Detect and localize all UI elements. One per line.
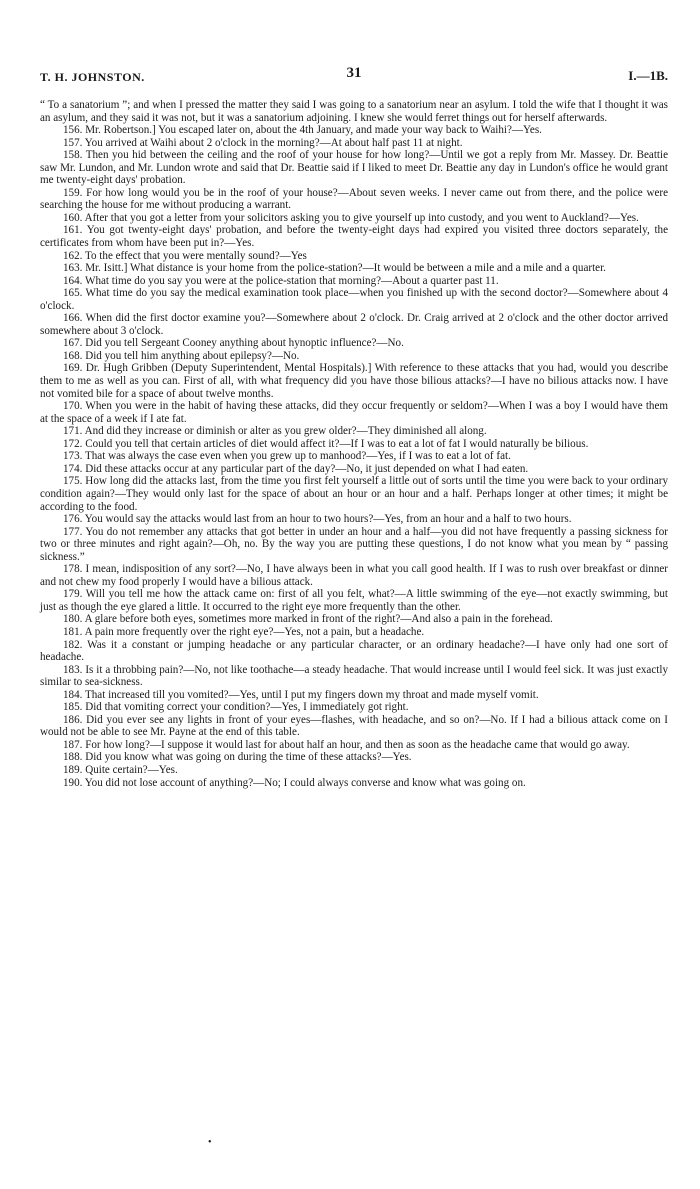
paragraph: 179. Will you tell me how the attack came on: first of all you felt, what?—A little swimming of the eye—not exactly swimming, but just as though the eye glared a little. It occurred to the right eye more frequently than the other. [40, 588, 668, 613]
paragraph: 165. What time do you say the medical examination took place—when you finished up with the second doctor?—Somewhere about 4 o'clock. [40, 287, 668, 312]
page-number: 31 [346, 65, 362, 81]
paragraph: 167. Did you tell Sergeant Cooney anything about hynoptic influence?—No. [63, 337, 404, 350]
paragraph: 190. You did not lose account of anything?—No; I could always converse and know what was going on. [63, 776, 526, 789]
paragraph: 183. Is it a throbbing pain?—No, not like toothache—a steady headache. That would increase until I would feel sick. It was just exactly similar to sea-sickness. [40, 663, 668, 689]
paragraph: 187. For how long?—I suppose it would last for about half an hour, and then as soon as the headache came that would go away. [63, 738, 630, 751]
paragraph: 186. Did you ever see any lights in front of your eyes—flashes, with headache, and so on?—No. If I had a bilious attack come on I would not be able to see Mr. Payne at the end of this table. [40, 713, 668, 739]
paragraph: 175. How long did the attacks last, from the time you first felt yourself a little out of sorts until the time you were back to your ordinary condition again?—They would only last for the space of about an hour or an hour and a half. Perhaps longer at other times; it might be according to the food. [40, 475, 668, 513]
paragraph: 159. For how long would you be in the roof of your house?—About seven weeks. I never came out from there, and the police were searching the house for me without producing a warrant. [40, 186, 668, 212]
paragraph: 181. A pain more frequently over the right eye?—Yes, not a pain, but a headache. [63, 625, 425, 638]
paragraph: “ To a sanatorium ”; and when I pressed the matter they said I was going to a sanatorium near an asylum. I told the wife that I thought it was an asylum, and they said it was not, but it was a sanatorium adjoining. I knew she would ferret things out for herself afterwards. [40, 99, 668, 124]
paragraph: 164. What time do you say you were at the police-station that morning?—About a quarter past 11. [63, 274, 499, 287]
testimony-text [40, 99, 668, 789]
paragraph: 160. After that you got a letter from your solicitors asking you to give yourself up into custody, and you went to Auckland?—Yes. [63, 211, 639, 224]
paragraph: 178. I mean, indisposition of any sort?—No, I have always been in what you call good health. If I was to rush over breakfast or dinner and not chew my food properly I would have a bilious attack. [40, 563, 668, 588]
paragraph: 163. Mr. Isitt.] What distance is your home from the police-station?—It would be between a mile and a mile and a quarter. [63, 262, 606, 275]
paragraph: 185. Did that vomiting correct your condition?—Yes, I immediately got right. [63, 701, 409, 714]
paragraph: 171. And did they increase or diminish or alter as you grew older?—They diminished all along. [63, 425, 487, 438]
paragraph: 168. Did you tell him anything about epilepsy?—No. [63, 349, 300, 362]
print-mark: • [208, 1137, 212, 1148]
paragraph: 161. You got twenty-eight days' probation, and before the twenty-eight days had expired you visited three doctors separately, the certificates from whom have been put in?—Yes. [40, 224, 668, 250]
paragraph: 169. Dr. Hugh Gribben (Deputy Superintendent, Mental Hospitals).] With reference to these attacks that you had, would you describe them to me as well as you can. First of all, with what frequency did you have those bilious attacks?—I have no bilious attacks now. I have not vomited bile for a space of about twelve months. [40, 362, 668, 400]
paragraph: 158. Then you hid between the ceiling and the roof of your house for how long?—Until we got a reply from Mr. Massey. Dr. Beattie saw Mr. Lundon, and Mr. Lundon wrote and said that Dr. Beattie said if I liked to meet Dr. Beattie any day in Lundon's office he would grant me twenty-eight days' probation. [40, 149, 668, 187]
paragraph: 156. Mr. Robertson.] You escaped later on, about the 4th January, and made your way back to Waihi?—Yes. [63, 124, 542, 137]
document-code: I.—1B. [628, 68, 668, 83]
paragraph: 162. To the effect that you were mentally sound?—Yes [63, 249, 307, 262]
paragraph: 180. A glare before both eyes, sometimes more marked in front of the right?—And also a pain in the forehead. [63, 613, 553, 626]
paragraph: 182. Was it a constant or jumping headache or any particular character, or an ordinary headache?—I have only had one sort of headache. [40, 638, 668, 664]
page-header [40, 65, 668, 88]
paragraph: 173. That was always the case even when you grew up to manhood?—Yes, if I was to eat a lot of fat. [63, 450, 511, 463]
paragraph: 170. When you were in the habit of having these attacks, did they occur frequently or seldom?—When I was a boy I would have them at the space of a week if I ate fat. [40, 400, 668, 425]
paragraph: 184. That increased till you vomited?—Yes, until I put my fingers down my throat and made myself vomit. [63, 688, 539, 701]
paragraph: 157. You arrived at Waihi about 2 o'clock in the morning?—At about half past 11 at night. [63, 136, 463, 149]
paragraph: 177. You do not remember any attacks that got better in under an hour and a half—you did not have frequently a passing sickness for two or three minutes and right again?—Oh, no. By the way you are putting these questions, I do not know what you mean by “ passing sickness.” [40, 525, 668, 563]
paragraph: 188. Did you know what was going on during the time of these attacks?—Yes. [63, 751, 412, 764]
paragraph: 189. Quite certain?—Yes. [63, 763, 178, 776]
paragraph: 174. Did these attacks occur at any particular part of the day?—No, it just depended on what I had eaten. [63, 462, 529, 475]
paragraph: 166. When did the first doctor examine you?—Somewhere about 2 o'clock. Dr. Craig arrived at 2 o'clock and the other doctor arrived somewhere about 3 o'clock. [40, 312, 668, 337]
running-head-author: T. H. JOHNSTON. [40, 70, 145, 84]
paragraph: 176. You would say the attacks would last from an hour to two hours?—Yes, from an hour and a half to two hours. [63, 513, 572, 526]
paragraph: 172. Could you tell that certain articles of diet would affect it?—If I was to eat a lot of fat I would naturally be bilious. [63, 437, 589, 450]
